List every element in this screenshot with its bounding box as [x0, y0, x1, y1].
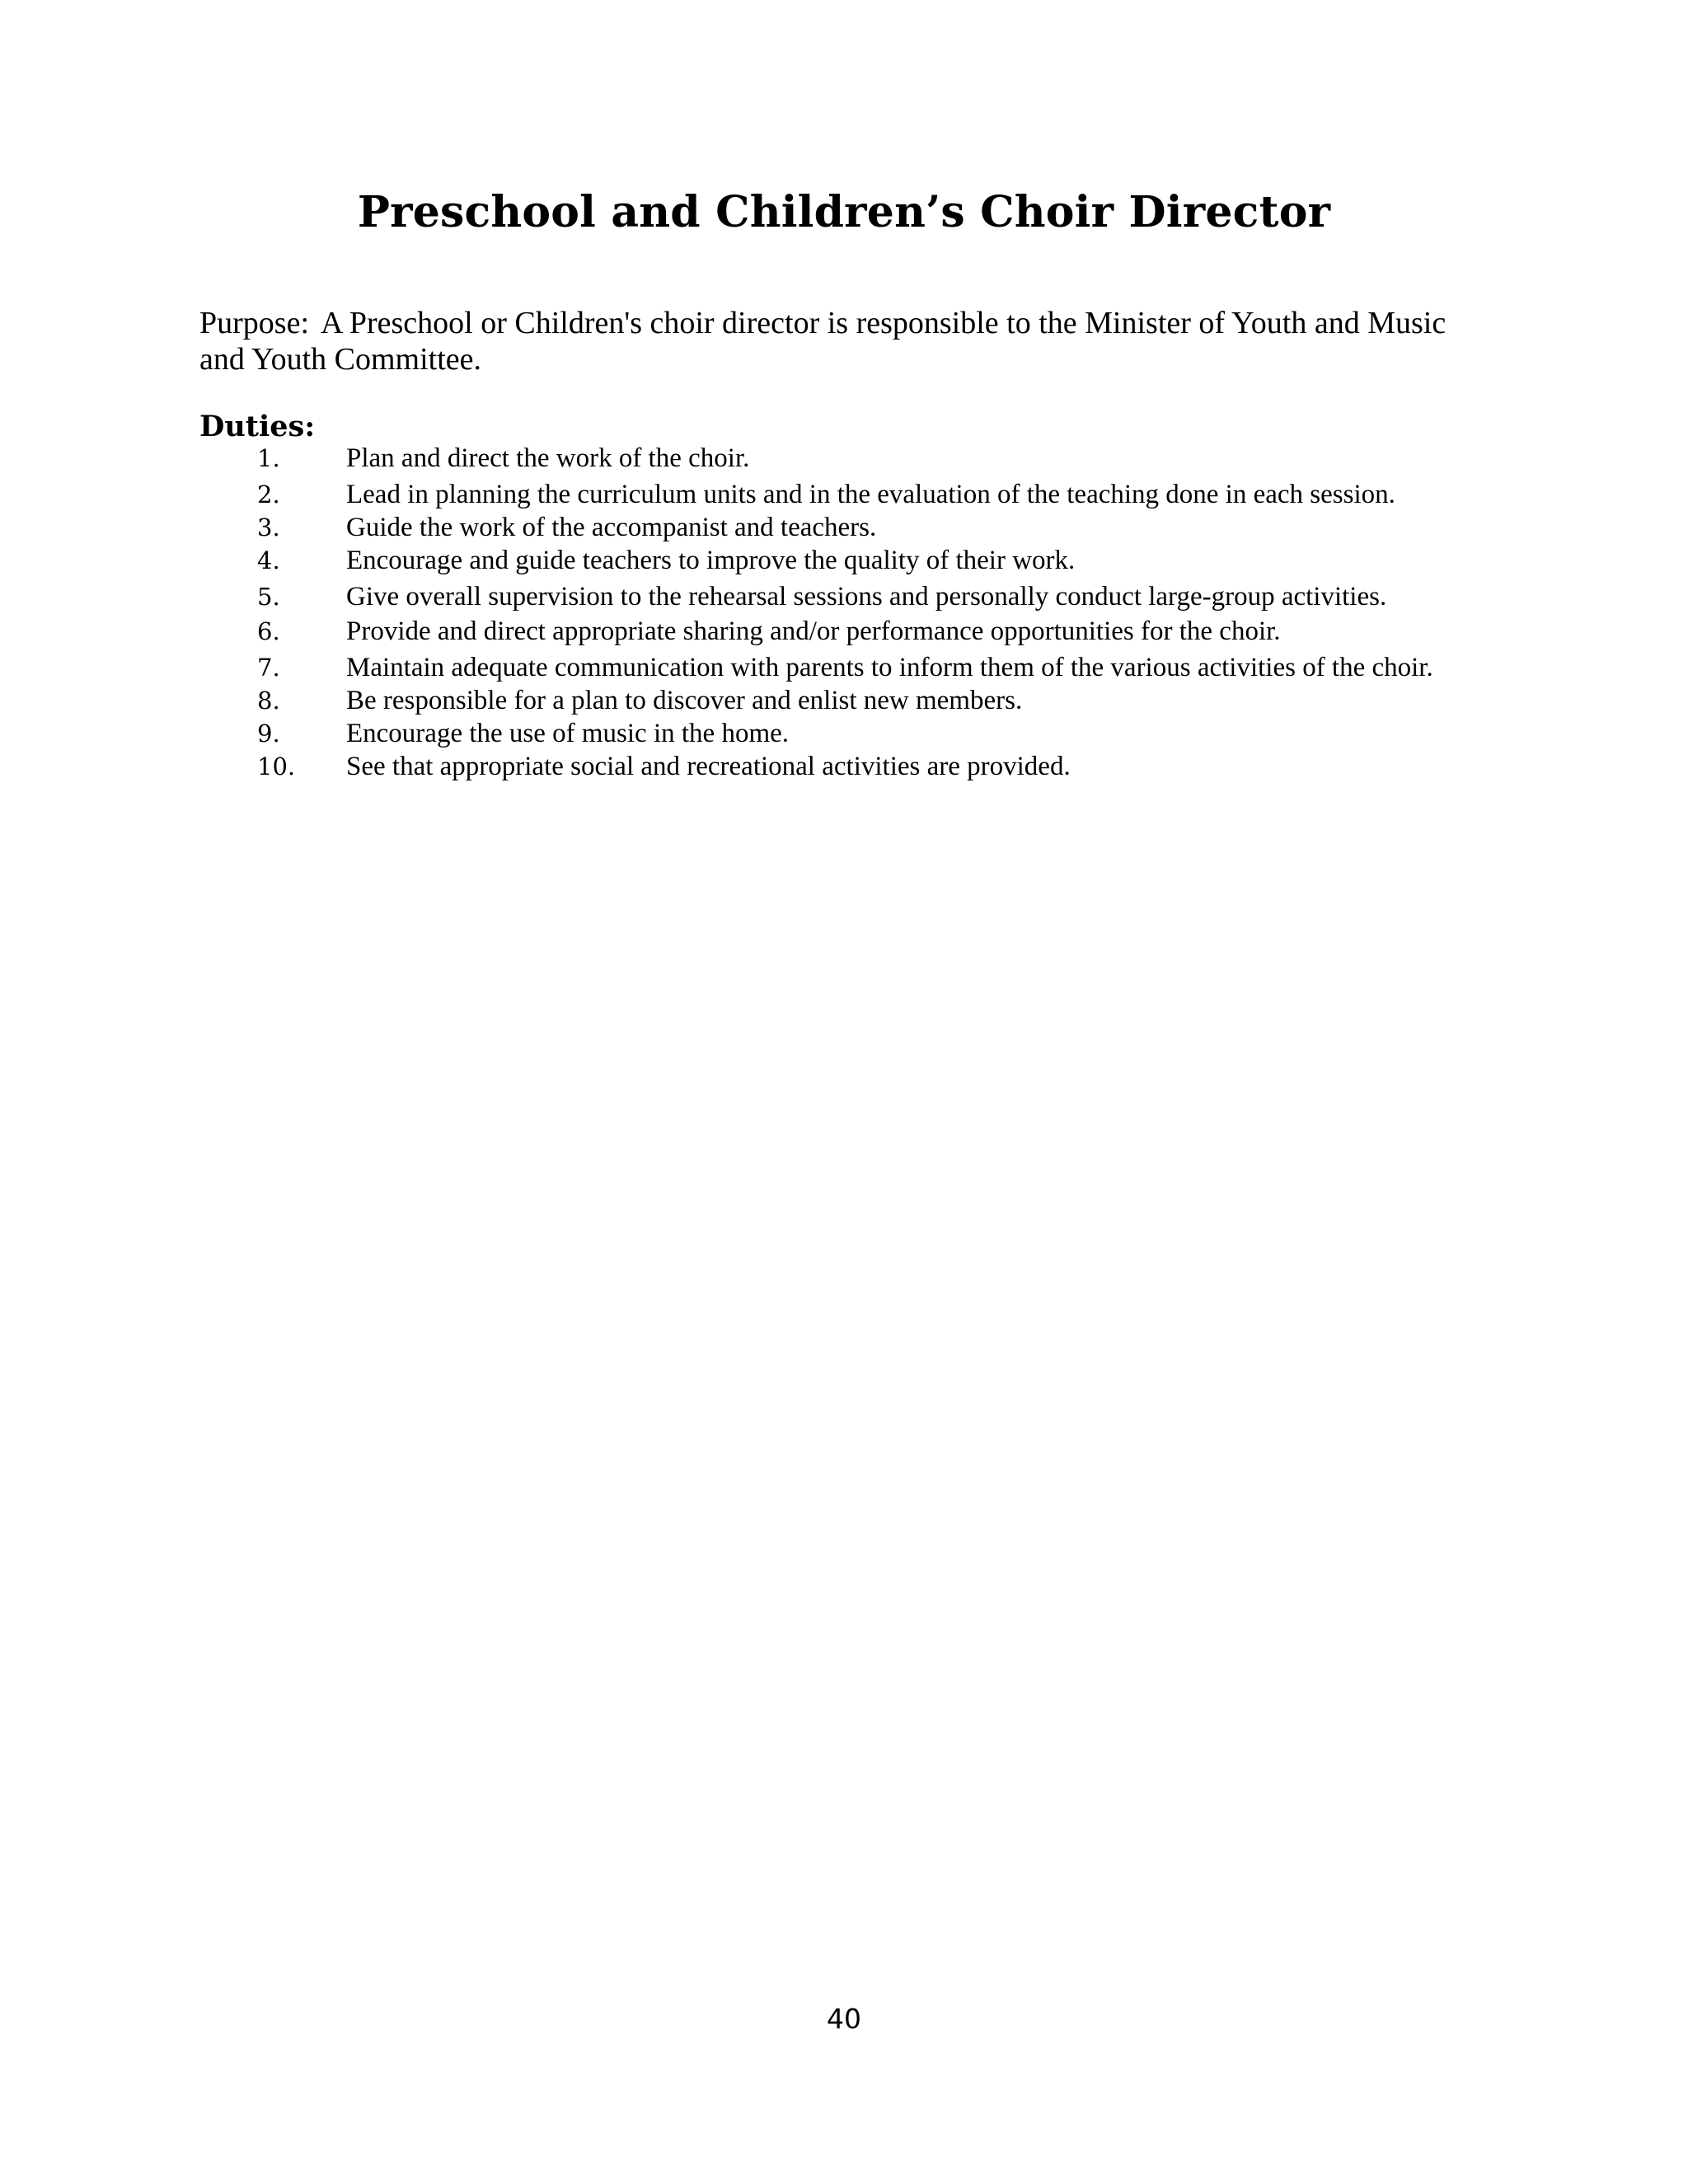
duty-item	[199, 582, 1485, 612]
duty-text: Lead in planning the curriculum units and in the evaluation of the teaching done in each session.	[346, 480, 1395, 509]
duty-text: Give overall supervision to the rehearsal sessions and personally conduct large-group activities.	[346, 582, 1387, 612]
duty-number: 7.	[257, 654, 280, 682]
duty-text: Guide the work of the accompanist and teachers.	[346, 513, 877, 542]
purpose-label: Purpose:	[199, 306, 309, 340]
duty-number: 1.	[257, 444, 280, 472]
purpose-text: A Preschool or Children's choir director is responsible to the Minister of Youth and Music and Youth Committee.	[199, 306, 1447, 377]
duty-text: See that appropriate social and recreational activities are provided.	[346, 752, 1071, 781]
page-number: 40	[827, 2003, 861, 2035]
duty-text: Plan and direct the work of the choir.	[346, 443, 750, 473]
page-title: Preschool and Children’s Choir Director	[357, 187, 1331, 237]
duty-number: 9.	[257, 719, 280, 748]
duty-text: Maintain adequate communication with parents to inform them of the various activities of the choir.	[346, 653, 1433, 682]
duty-item	[199, 443, 1485, 473]
duty-text: Provide and direct appropriate sharing and/or performance opportunities for the choir.	[346, 616, 1281, 646]
duty-number: 8.	[257, 687, 280, 715]
duty-item	[199, 546, 1485, 575]
duty-text: Encourage the use of music in the home.	[346, 719, 790, 748]
duty-number: 3.	[257, 513, 280, 541]
duties-list	[199, 443, 1485, 781]
duties-heading: Duties:	[199, 410, 316, 443]
duty-number: 10.	[257, 752, 296, 780]
duty-number: 4.	[257, 546, 280, 574]
duty-number: 2.	[257, 480, 280, 509]
duty-number: 5.	[257, 583, 280, 611]
duty-item	[199, 686, 1485, 715]
duty-item	[199, 719, 1485, 748]
duty-item	[199, 653, 1485, 682]
duty-item	[199, 480, 1485, 509]
duty-text: Encourage and guide teachers to improve the quality of their work.	[346, 546, 1076, 575]
duty-text: Be responsible for a plan to discover and enlist new members.	[346, 686, 1023, 715]
duty-number: 6.	[257, 617, 280, 645]
duty-item	[199, 616, 1485, 646]
duty-item	[199, 752, 1485, 781]
purpose-paragraph	[199, 305, 1452, 377]
duty-item	[199, 513, 1485, 542]
